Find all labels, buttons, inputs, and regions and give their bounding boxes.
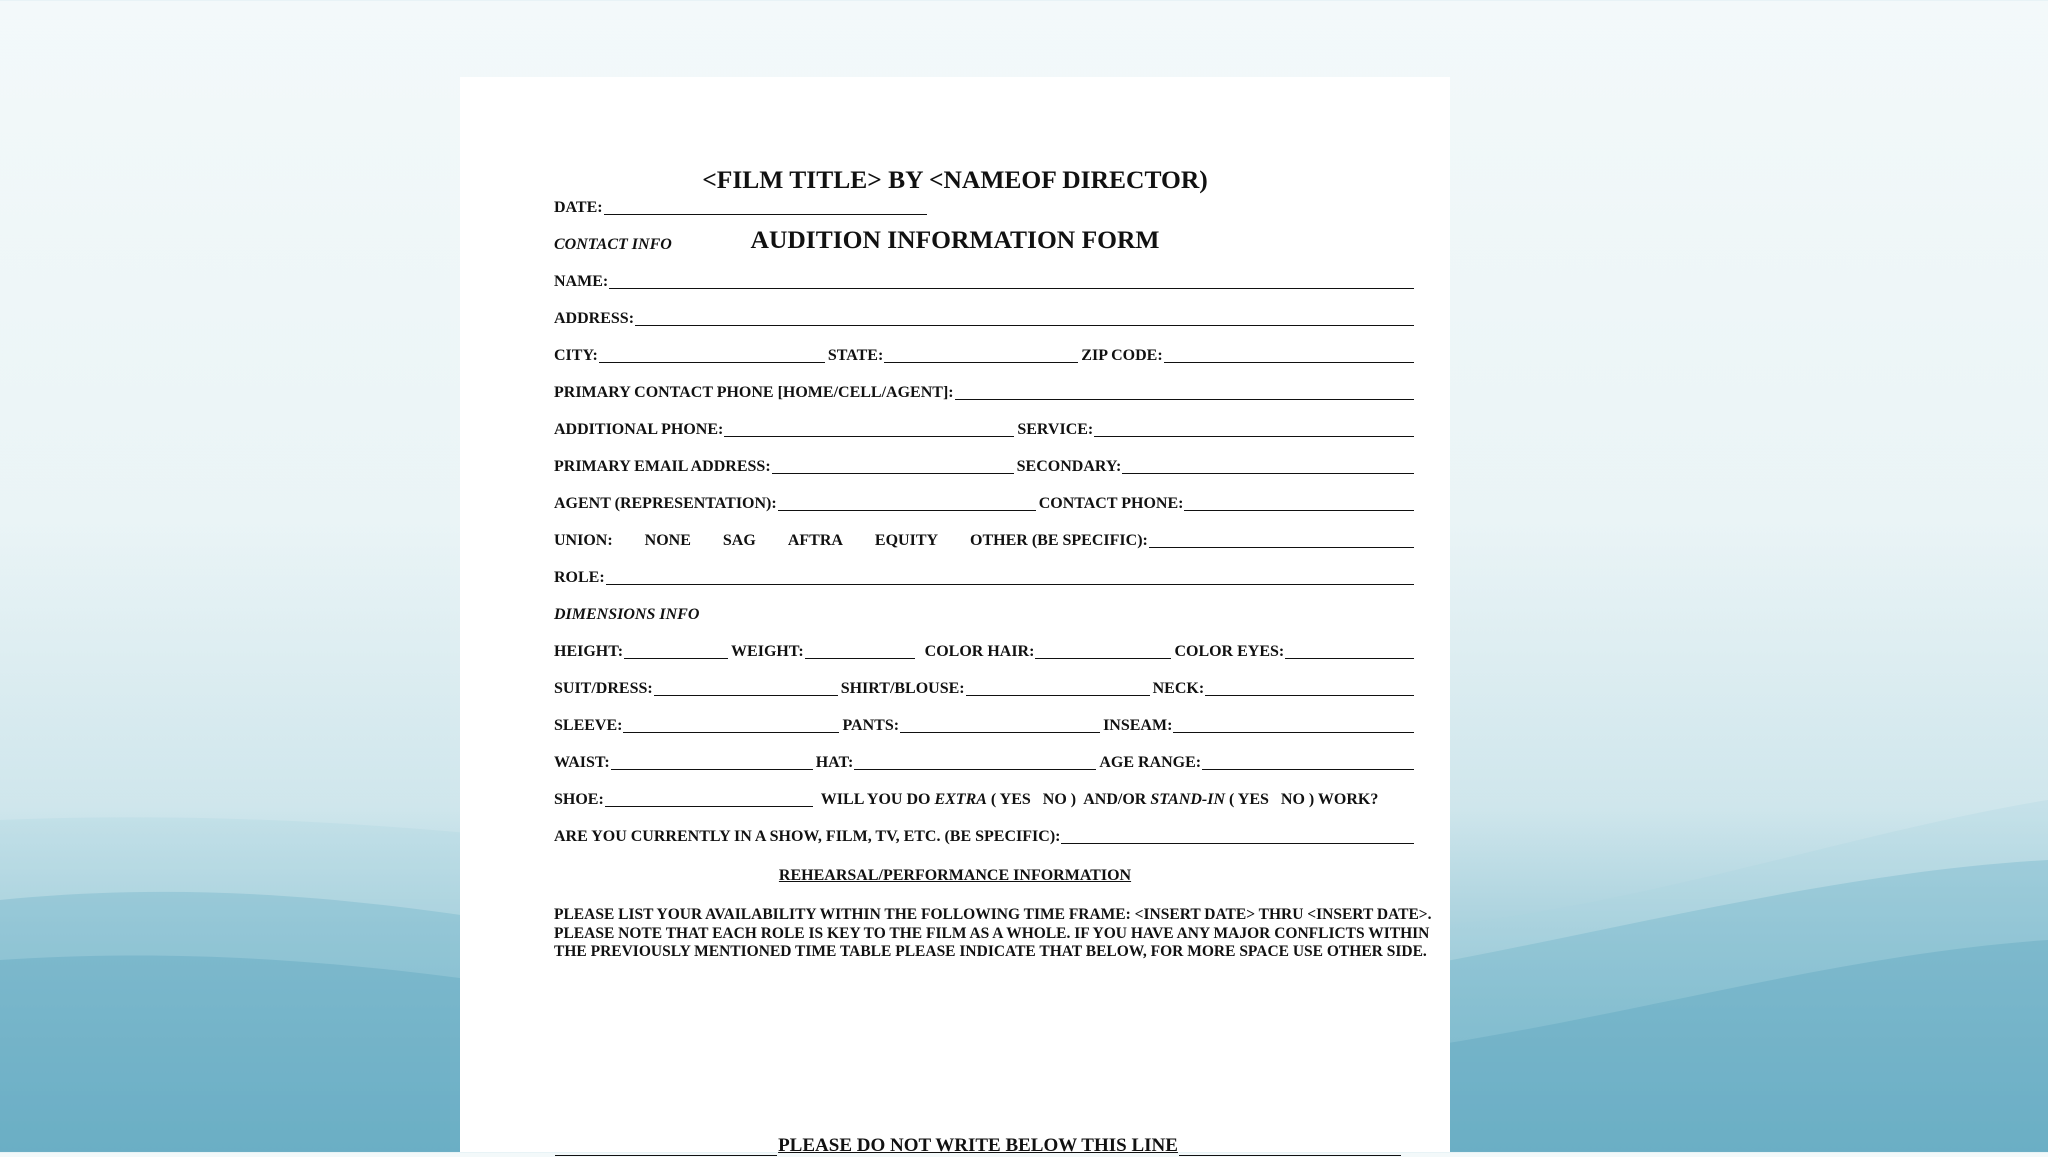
- date-label: DATE:: [554, 199, 603, 216]
- height-label: HEIGHT:: [554, 643, 624, 660]
- height-weight-row: [554, 641, 1417, 661]
- city-state-zip-row: [554, 345, 1417, 365]
- name-field[interactable]: [609, 288, 1414, 289]
- role-field[interactable]: [606, 584, 1414, 585]
- age-range-label: AGE RANGE:: [1099, 754, 1202, 771]
- current-show-row: [554, 826, 1417, 846]
- agent-contact-phone-field[interactable]: [1184, 510, 1414, 511]
- union-other-field[interactable]: [1149, 547, 1414, 548]
- waist-hat-row: [554, 752, 1417, 772]
- rehearsal-heading: REHEARSAL/PERFORMANCE INFORMATION: [778, 867, 1132, 884]
- shoe-field[interactable]: [605, 806, 813, 807]
- waist-field[interactable]: [611, 769, 813, 770]
- extra-question-part1: WILL YOU DO: [820, 791, 935, 808]
- extra-question-extra: EXTRA: [934, 791, 987, 808]
- suit-field[interactable]: [654, 695, 838, 696]
- sleeve-field[interactable]: [623, 732, 839, 733]
- extra-question-standin: STAND-IN: [1150, 791, 1226, 808]
- availability-paragraph: PLEASE LIST YOUR AVAILABILITY WITHIN THE FOLLOWING TIME FRAME: <INSERT DATE> THRU <INSERT DATE>. PLEASE NOTE THAT EACH ROLE IS KEY TO THE FILM AS A WHOLE. IF YOU HAVE ANY MAJOR CONFLICTS WITHIN THE PREVIOUSLY MENTIONED TIME TABLE PLEASE INDICATE THAT BELOW, FOR MORE SPACE USE OTHER SIDE.: [554, 906, 1432, 960]
- color-hair-field[interactable]: [1035, 658, 1171, 659]
- date-field[interactable]: [604, 214, 927, 215]
- zip-label: ZIP CODE:: [1081, 347, 1163, 364]
- state-label: STATE:: [827, 347, 884, 364]
- current-show-field[interactable]: [1061, 843, 1414, 844]
- additional-phone-row: [554, 419, 1417, 439]
- role-label: ROLE:: [554, 569, 605, 586]
- name-label: NAME:: [554, 273, 609, 290]
- neck-field[interactable]: [1205, 695, 1414, 696]
- agent-label: AGENT (REPRESENTATION):: [554, 495, 777, 512]
- footer-line-left: [555, 1155, 777, 1156]
- age-range-field[interactable]: [1202, 769, 1414, 770]
- email-row: [554, 456, 1417, 476]
- primary-phone-label: PRIMARY CONTACT PHONE [HOME/CELL/AGENT]:: [554, 384, 954, 401]
- secondary-email-label: SECONDARY:: [1016, 458, 1122, 475]
- primary-email-field[interactable]: [772, 473, 1014, 474]
- zip-field[interactable]: [1164, 362, 1414, 363]
- shoe-label: SHOE:: [554, 791, 604, 808]
- extra-question-part3: ( YES NO ) WORK?: [1225, 791, 1379, 808]
- union-option-equity[interactable]: EQUITY: [874, 532, 939, 549]
- primary-phone-field[interactable]: [955, 399, 1414, 400]
- extra-question-part2: ( YES NO ) AND/OR: [986, 791, 1151, 808]
- height-field[interactable]: [624, 658, 728, 659]
- neck-label: NECK:: [1152, 680, 1205, 697]
- agent-contact-phone-label: CONTACT PHONE:: [1038, 495, 1184, 512]
- secondary-email-field[interactable]: [1122, 473, 1414, 474]
- shoe-extra-row: [554, 789, 1417, 809]
- pants-label: PANTS:: [842, 717, 900, 734]
- date-row: [554, 197, 1417, 217]
- suit-shirt-row: [554, 678, 1417, 698]
- union-other-label: OTHER (BE SPECIFIC):: [970, 532, 1148, 549]
- inseam-label: INSEAM:: [1103, 717, 1173, 734]
- footer-line-right: [1179, 1155, 1401, 1156]
- color-eyes-field[interactable]: [1285, 658, 1414, 659]
- sleeve-pants-row: [554, 715, 1417, 735]
- city-field[interactable]: [599, 362, 825, 363]
- additional-phone-label: ADDITIONAL PHONE:: [554, 421, 724, 438]
- pants-field[interactable]: [900, 732, 1100, 733]
- hat-label: HAT:: [815, 754, 854, 771]
- city-label: CITY:: [554, 347, 598, 364]
- address-row: [554, 308, 1417, 328]
- union-option-sag[interactable]: SAG: [722, 532, 756, 549]
- service-field[interactable]: [1094, 436, 1414, 437]
- weight-field[interactable]: [805, 658, 915, 659]
- extra-question: [821, 791, 1379, 809]
- dimensions-section-heading: DIMENSIONS INFO: [554, 606, 700, 623]
- address-label: ADDRESS:: [554, 310, 635, 327]
- footer-text: PLEASE DO NOT WRITE BELOW THIS LINE: [778, 1135, 1178, 1156]
- form-title: <FILM TITLE> BY <NAMEOF DIRECTOR): [702, 165, 1208, 194]
- union-option-none[interactable]: NONE: [644, 532, 691, 549]
- additional-phone-field[interactable]: [724, 436, 1014, 437]
- suit-label: SUIT/DRESS:: [554, 680, 653, 697]
- color-eyes-label: COLOR EYES:: [1174, 643, 1285, 660]
- form-page: [460, 77, 1450, 1156]
- shirt-label: SHIRT/BLOUSE:: [840, 680, 965, 697]
- role-row: [554, 567, 1417, 587]
- hat-field[interactable]: [854, 769, 1096, 770]
- agent-row: [554, 493, 1417, 513]
- union-row: [554, 530, 1417, 550]
- shirt-field[interactable]: [966, 695, 1150, 696]
- footer-divider: [554, 1135, 1402, 1157]
- inseam-field[interactable]: [1173, 732, 1414, 733]
- state-field[interactable]: [884, 362, 1078, 363]
- current-show-label: ARE YOU CURRENTLY IN A SHOW, FILM, TV, ETC. (BE SPECIFIC):: [554, 828, 1061, 845]
- union-option-aftra[interactable]: AFTRA: [787, 532, 843, 549]
- primary-email-label: PRIMARY EMAIL ADDRESS:: [554, 458, 771, 475]
- address-field[interactable]: [635, 325, 1414, 326]
- union-label: UNION:: [554, 532, 613, 549]
- color-hair-label: COLOR HAIR:: [924, 643, 1035, 660]
- agent-field[interactable]: [778, 510, 1036, 511]
- service-label: SERVICE:: [1017, 421, 1094, 438]
- name-row: [554, 271, 1417, 291]
- waist-label: WAIST:: [554, 754, 610, 771]
- contact-section-heading: CONTACT INFO: [554, 236, 672, 253]
- primary-phone-row: [554, 382, 1417, 402]
- form-subtitle: AUDITION INFORMATION FORM: [750, 225, 1160, 254]
- sleeve-label: SLEEVE:: [554, 717, 623, 734]
- weight-label: WEIGHT:: [731, 643, 804, 660]
